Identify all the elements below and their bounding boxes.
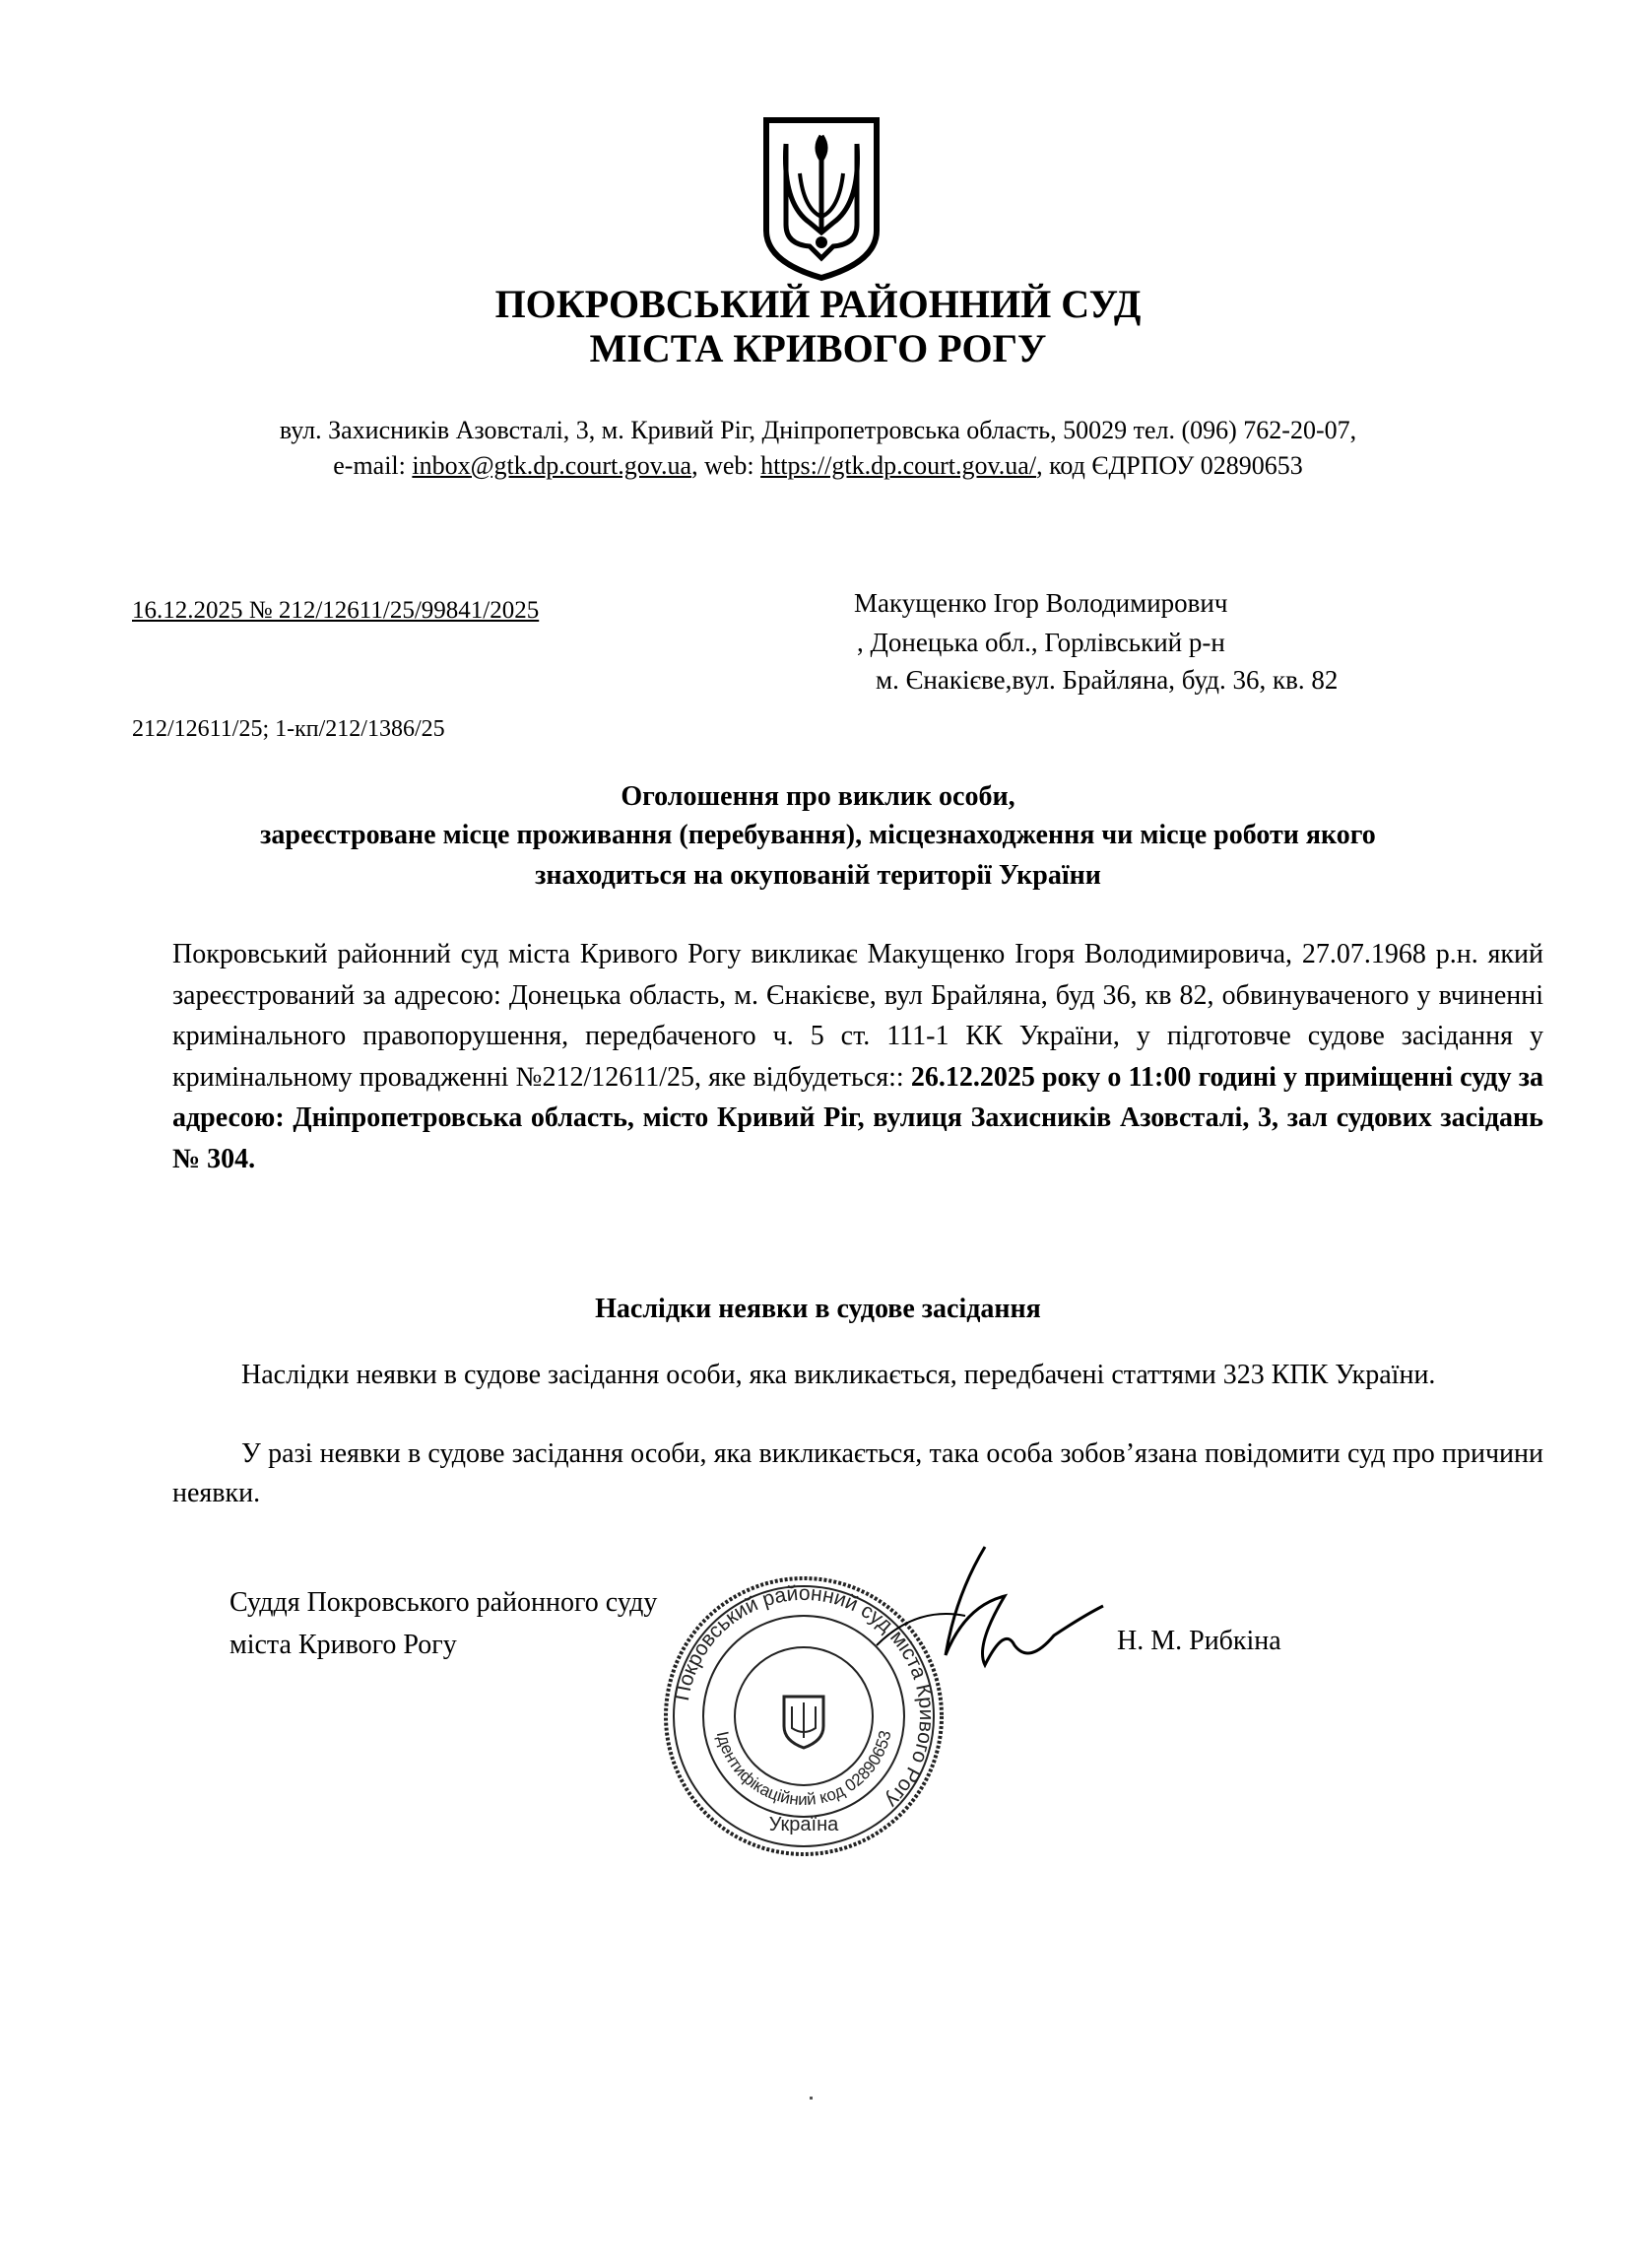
web-label: , web: bbox=[691, 451, 761, 480]
consequences-heading: Наслідки неявки в судове засідання bbox=[595, 1294, 1041, 1324]
case-refs: 212/12611/25; 1-кп/212/1386/25 bbox=[132, 716, 445, 742]
date-number: 16.12.2025 № 212/12611/25/99841/2025 bbox=[132, 597, 540, 624]
recipient-name: Макущенко Ігор Володимирович bbox=[854, 588, 1228, 618]
recipient-address-line2: м. Єнакієве,вул. Брайляна, буд. 36, кв. 82 bbox=[876, 665, 1339, 695]
consequences-paragraph2: У разі неявки в судове засідання особи, яка викликається, така особа зобов’язана повідомити суд про причини неявки. bbox=[172, 1438, 1543, 1508]
court-contacts bbox=[0, 448, 1636, 484]
stamp-outer-text-path: Покровський районний суд міста Кривого Рогу bbox=[671, 1581, 939, 1813]
recipient-address-line1: , Донецька обл., Горлівський р-н bbox=[857, 628, 1225, 657]
consequences-paragraph1: Наслідки неявки в судове засідання особи, яка викликається, передбачені статтями 323 КПК України. bbox=[241, 1360, 1436, 1390]
web-link[interactable]: https://gtk.dp.court.gov.ua/ bbox=[760, 451, 1037, 480]
announcement-title-line2: зареєстроване місце проживання (перебування), місцезнаходження чи місце роботи якого bbox=[260, 820, 1376, 850]
court-address: вул. Захисників Азовсталі, 3, м. Кривий Ріг, Дніпропетровська область, 50029 тел. (096) 762-20-07, bbox=[279, 416, 1357, 444]
stamp-bottom-text: Україна bbox=[768, 1814, 839, 1835]
signature-mark bbox=[857, 1537, 1113, 1695]
court-name-line1: ПОКРОВСЬКИЙ РАЙОННИЙ СУД bbox=[494, 282, 1142, 326]
judge-name: Н. М. Рибкіна bbox=[1117, 1626, 1281, 1656]
scan-dot bbox=[810, 2097, 813, 2100]
hearing-details: 26.12.2025 року о 11:00 годині у приміщенні суду за адресою: Дніпропетровська область, місто Кривий Ріг, вулиця Захисників Азовсталі, 3, зал судових засідань № 304. bbox=[172, 1061, 1543, 1174]
announcement-title-line3: знаходиться на окупованій території України bbox=[535, 860, 1101, 891]
svg-text:Ідентифікаційний код 02890653 bbox=[713, 1729, 895, 1809]
judge-position-line1: Суддя Покровського районного суду bbox=[229, 1587, 658, 1618]
announcement-title-line1: Оголошення про виклик особи, bbox=[621, 781, 1015, 812]
email-label: e-mail: bbox=[333, 451, 413, 480]
announcement-body-text: Покровський районний суд міста Кривого Рогу викликає Макущенко Ігоря Володимировича, 27.07.1968 р.н. який зареєстрований за адресою: Донецька область, м. Єнакієве, вул Брайляна, буд 36, кв 82, обвинуваченого у вчиненні кримінального правопорушення, передбаченого ч. 5 ст. 111-1 КК України, у підготовче судове засідання у кримінальному провадженні №212/12611/25, яке відбудеться:: bbox=[172, 939, 1543, 1093]
coat-of-arms-icon bbox=[760, 114, 883, 282]
stamp-inner-text-path: Ідентифікаційний код 02890653 bbox=[712, 1728, 895, 1810]
email-link[interactable]: inbox@gtk.dp.court.gov.ua bbox=[412, 451, 692, 480]
judge-position-line2: міста Кривого Рогу bbox=[229, 1630, 457, 1660]
announcement-body bbox=[172, 934, 1543, 1179]
court-name-line2: МІСТА КРИВОГО РОГУ bbox=[589, 326, 1047, 370]
edrpou: , код ЄДРПОУ 02890653 bbox=[1036, 451, 1303, 480]
